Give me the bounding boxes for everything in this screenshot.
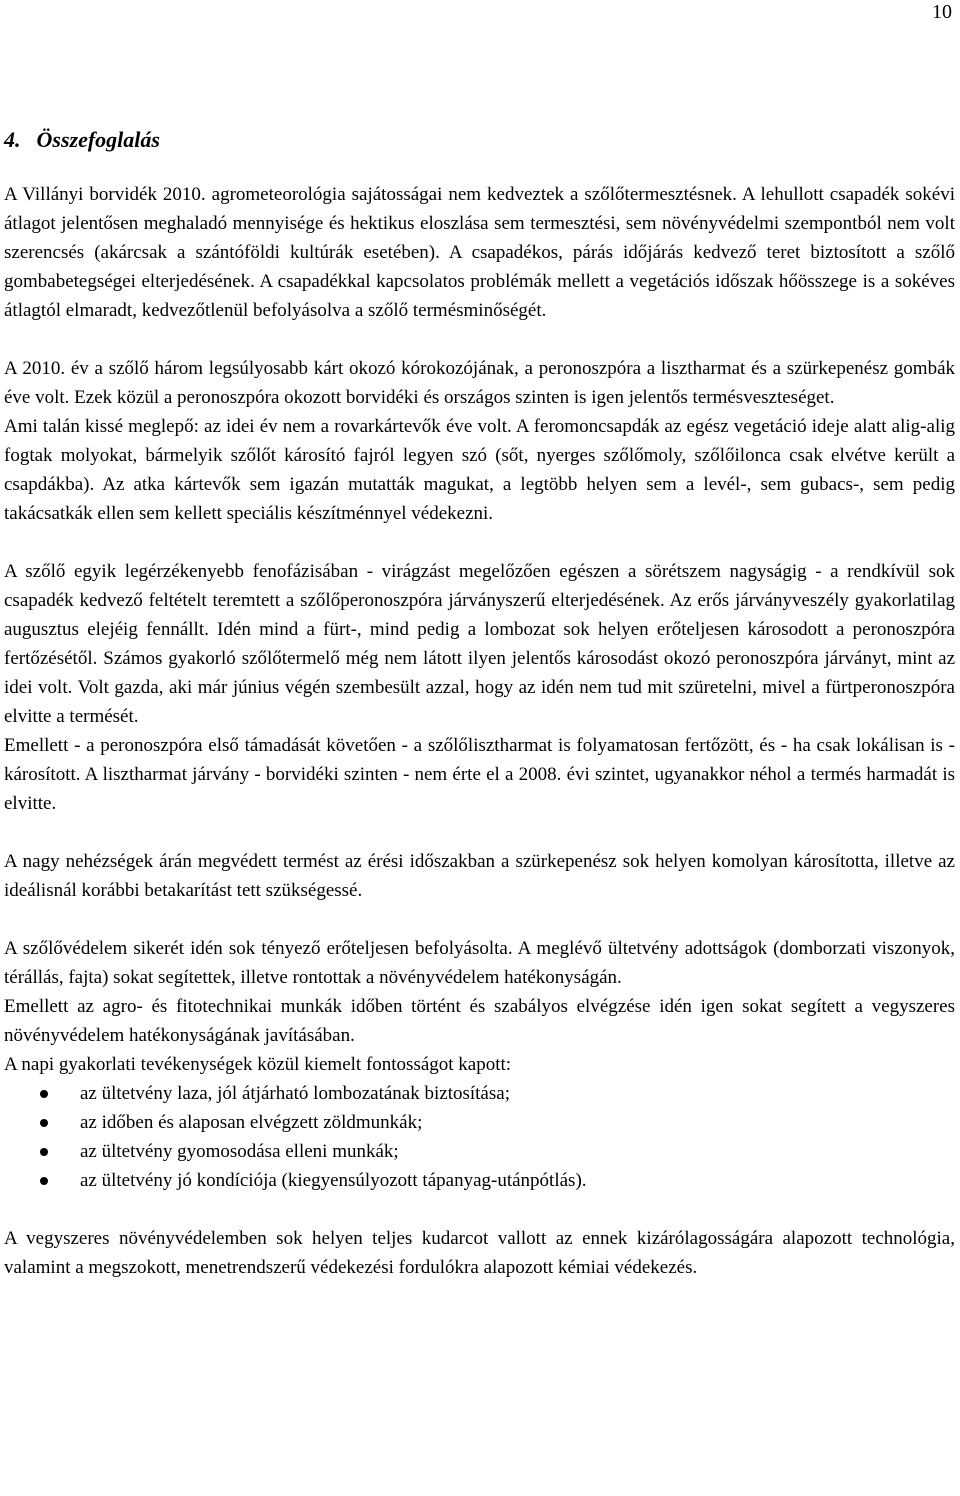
paragraph-7: A szőlővédelem sikerét idén sok tényező erőteljesen befolyásolta. A meglévő ültetvény adottságok (domborzati viszonyok, térállás, fajta) sokat segítettek, illetve rontottak a növényvédelem hatékonyságán. xyxy=(4,938,955,988)
section-heading xyxy=(4,120,955,160)
paragraph-6: A nagy nehézségek árán megvédett termést az érési időszakban a szürkepenész sok helyen komolyan károsította, illetve az ideálisnál korábbi betakarítást tett szükségessé. xyxy=(4,851,955,901)
paragraph-3: Ami talán kissé meglepő: az idei év nem a rovarkártevők éve volt. A feromoncsapdák az egész vegetáció ideje alatt alig-alig fogtak molyokat, bármelyik szőlőt károsító fajról legyen szó (sőt, nyerges szőlőmoly, szőlőilonca csak elvétve került a csapdákba). Az atka kártevők sem igazán mutatták magukat, a legtöbb helyen sem a levél-, sem gubacs-, sem pedig takácsatkák ellen sem kellett speciális készítménnyel védekezni. xyxy=(4,416,955,524)
document-body xyxy=(4,120,955,1282)
bullet-icon xyxy=(40,1177,48,1185)
section-number: 4. xyxy=(4,127,21,152)
paragraph-9: A napi gyakorlati tevékenységek közül kiemelt fontosságot kapott: xyxy=(4,1054,512,1075)
list-item xyxy=(4,1079,955,1108)
list-item-text: az időben és alaposan elvégzett zöldmunkák; xyxy=(80,1112,423,1133)
list-item xyxy=(4,1137,955,1166)
list-item-text: az ültetvény gyomosodása elleni munkák; xyxy=(80,1141,399,1162)
paragraph-4: A szőlő egyik legérzékenyebb fenofázisában - virágzást megelőzően egészen a sörétszem nagyságig - a rendkívül sok csapadék kedvező feltételt teremtett a szőlőperonoszpóra járványszerű elterjedésének. Az erős járványveszély gyakorlatilag augusztus elejéig fennállt. Idén mind a fürt-, mind pedig a lombozat sok helyen erőteljesen károsodott a peronoszpóra fertőzésétől. Számos gyakorló szőlőtermelő még nem látott ilyen jelentős károsodást okozó peronoszpóra járványt, mint az idei volt. Volt gazda, aki már június végén szembesült azzal, hogy az idén nem tud mit szüretelni, mivel a fürtperonoszpóra elvitte a termését. xyxy=(4,561,955,727)
paragraph-8: Emellett az agro- és fitotechnikai munkák időben történt és szabályos elvégzése idén igen sokat segített a vegyszeres növényvédelem hatékonyságának javításában. xyxy=(4,996,955,1046)
bullet-icon xyxy=(40,1119,48,1127)
paragraph-2: A 2010. év a szőlő három legsúlyosabb kárt okozó kórokozójának, a peronoszpóra a lisztharmat és a szürkepenész gombák éve volt. Ezek közül a peronoszpóra okozott borvidéki és országos szinten is igen jelentős termésveszteséget. xyxy=(4,358,955,408)
list-item-text: az ültetvény laza, jól átjárható lombozatának biztosítása; xyxy=(80,1083,510,1104)
list-item xyxy=(4,1108,955,1137)
bullet-icon xyxy=(40,1090,48,1098)
paragraph-5: Emellett - a peronoszpóra első támadását követően - a szőlőlisztharmat is folyamatosan fertőzött, és - ha csak lokálisan is - károsított. A lisztharmat járvány - borvidéki szinten - nem érte el a 2008. évi szintet, ugyanakkor néhol a termés harmadát is elvitte. xyxy=(4,735,955,814)
bullet-list xyxy=(4,1079,955,1195)
bullet-icon xyxy=(40,1148,48,1156)
list-item-text: az ültetvény jó kondíciója (kiegyensúlyozott tápanyag-utánpótlás). xyxy=(80,1170,587,1191)
paragraph-10: A vegyszeres növényvédelemben sok helyen teljes kudarcot vallott az ennek kizárólagosságára alapozott technológia, valamint a megszokott, menetrendszerű védekezési fordulókra alapozott kémiai védekezés. xyxy=(4,1228,955,1278)
page-number: 10 xyxy=(932,1,952,23)
list-item xyxy=(4,1166,955,1195)
section-title: Összefoglalás xyxy=(36,127,160,152)
paragraph-1: A Villányi borvidék 2010. agrometeorológia sajátosságai nem kedveztek a szőlőtermesztésnek. A lehullott csapadék sokévi átlagot jelentősen meghaladó mennyisége és hektikus eloszlása sem termesztési, sem növényvédelmi szempontból nem volt szerencsés (akárcsak a szántóföldi kultúrák esetében). A csapadékos, párás időjárás kedvező teret biztosított a szőlő gombabetegségei elterjedésének. A csapadékkal kapcsolatos problémák mellett a vegetációs időszak hőösszege is a sokéves átlagtól elmaradt, kedvezőtlenül befolyásolva a szőlő termésminőségét. xyxy=(4,184,955,321)
